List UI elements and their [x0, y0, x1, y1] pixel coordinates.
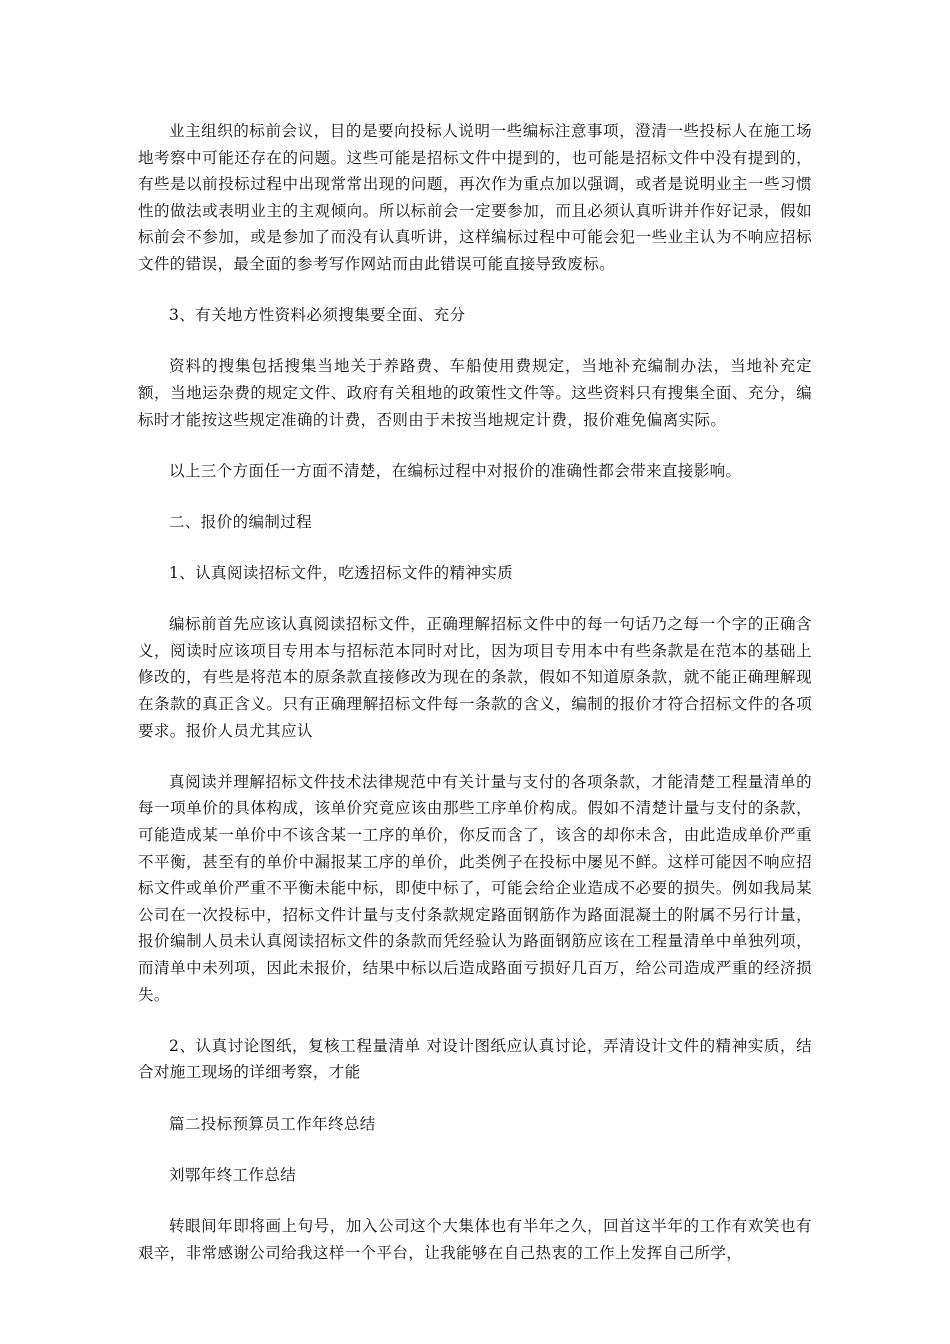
paragraph-drawings: 2、认真讨论图纸，复核工程量清单 对设计图纸应认真讨论，弄清设计文件的精神实质，结合对施工现场的详细考察，才能 [138, 1036, 812, 1082]
paragraph-read-tender: 编标前首先应该认真阅读招标文件，正确理解招标文件中的每一句话乃之每一个字的正确含义，阅读时应该项目专用本与招标范本同时对比，因为项目专用本中有些条款是在范本的基础上修改的，有些是将范本的原条款直接修改为现在的条款，假如不知道原条款，就不能正确理解现在条款的真正含义。只有正确理解招标文件每一条款的含义，编制的报价才符合招标文件的各项要求。报价人员尤其应认 [138, 615, 812, 740]
heading-part-two: 篇二投标预算员工作年终总结 [169, 1114, 376, 1133]
heading-quote-process: 二、报价的编制过程 [169, 512, 313, 531]
paragraph-data-collection: 资料的搜集包括搜集当地关于养路费、车船使用费规定，当地补充编制办法，当地补充定额，当地运杂费的规定文件、政府有关租地的政策性文件等。这些资料只有搜集全面、充分，编标时才能按这些规定准确的计费，否则由于未按当地规定计费，报价难免偏离实际。 [138, 357, 812, 429]
heading-read-tender: 1、认真阅读招标文件，吃透招标文件的精神实质 [169, 564, 514, 583]
paragraph-measurement-payment: 真阅读并理解招标文件技术法律规范中有关计量与支付的各项条款，才能清楚工程量清单的每一项单价的具体构成，该单价究竟应该由那些工序单价构成。假如不清楚计量与支付的条款，可能造成某一单价中不该含某一工序的单价，你反而含了，该含的却你未含，由此造成单价严重不平衡，甚至有的单价中漏报某工序的单价，此类例子在投标中屡见不鲜。这样可能因不响应招标文件或单价严重不平衡未能中标，即使中标了，可能会给企业造成不必要的损失。例如我局某公司在一次投标中，招标文件计量与支付条款规定路面钢筋作为路面混凝土的附属不另行计量，报价编制人员未认真阅读招标文件的条款而凭经验认为路面钢筋应该在工程量清单中单独列项，而清单中未列项，因此未报价，结果中标以后造成路面亏损好几百万，给公司造成严重的经济损失。 [138, 772, 812, 1004]
heading-summary-title: 刘鄂年终工作总结 [169, 1165, 297, 1184]
document-body [138, 118, 812, 1291]
heading-local-data: 3、有关地方性资料必须搜集要全面、充分 [169, 306, 466, 325]
paragraph-three-aspects: 以上三个方面任一方面不清楚，在编标过程中对报价的准确性都会带来直接影响。 [169, 461, 742, 480]
paragraph-summary-intro: 转眼间年即将画上句号，加入公司这个大集体也有半年之久，回首这半年的工作有欢笑也有艰辛，非常感谢公司给我这样一个平台，让我能够在自己热衷的工作上发挥自己所学， [138, 1216, 812, 1262]
paragraph-pre-bid-meeting: 业主组织的标前会议，目的是要向投标人说明一些编标注意事项，澄清一些投标人在施工场地考察中可能还存在的问题。这些可能是招标文件中提到的，也可能是招标文件中没有提到的，有些是以前投标过程中出现常常出现的问题，再次作为重点加以强调，或者是说明业主一些习惯性的做法或表明业主的主观倾向。所以标前会一定要参加，而且必须认真听讲并作好记录，假如标前会不参加，或是参加了而没有认真听讲，这样编标过程中可能会犯一些业主认为不响应招标文件的错误，最全面的参考写作网站而由此错误可能直接导致废标。 [138, 122, 812, 273]
